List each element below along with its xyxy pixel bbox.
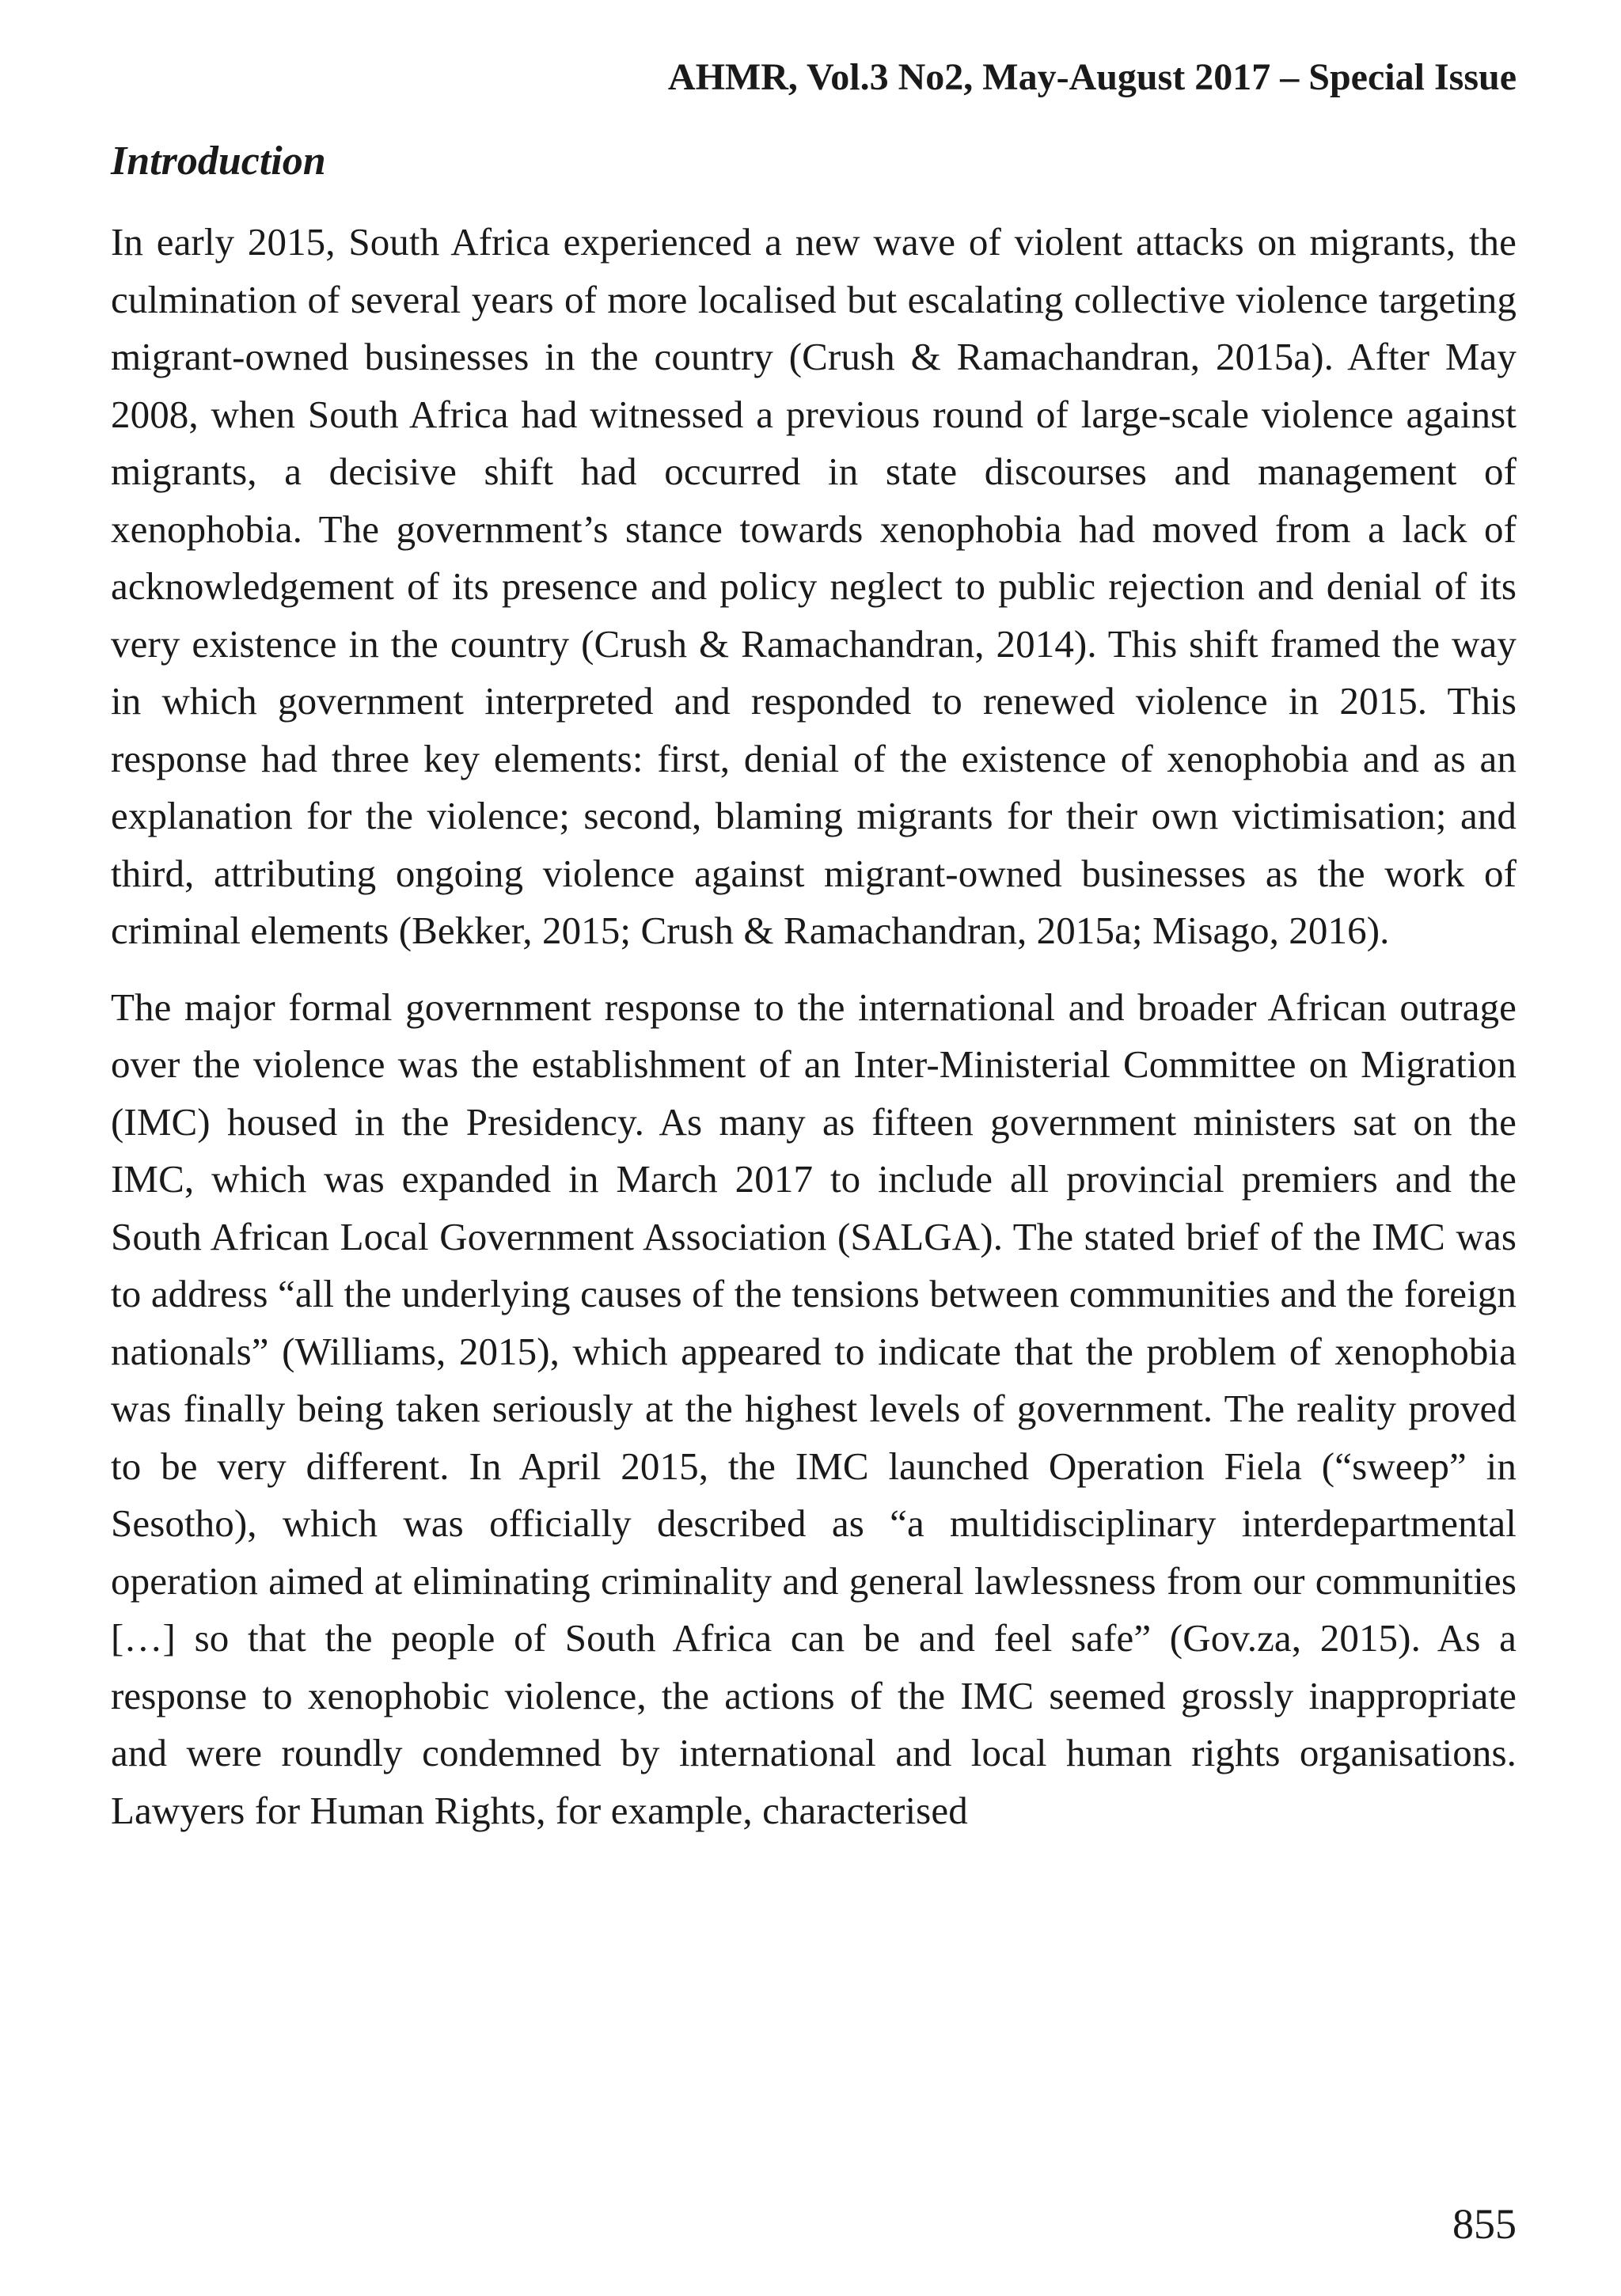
page-number: 855 <box>1452 2200 1517 2248</box>
paragraph-1: In early 2015, South Africa experienced a new wave of violent attacks on migrants, the culmination of several years of more localised but escalating collective violence targeting migrant-owned businesses in the country (Crush & Ramachandran, 2015a). After May 2008, when South Africa had witnessed a previous round of large-scale violence against migrants, a decisive shift had occurred in state discourses and management of xenophobia. The government’s stance towards xenophobia had moved from a lack of acknowledgement of its presence and policy neglect to public rejection and denial of its very existence in the country (Crush & Ramachandran, 2014). This shift framed the way in which government interpreted and responded to renewed violence in 2015. This response had three key elements: first, denial of the existence of xenophobia and as an explanation for the violence; second, blaming migrants for their own victimisation; and third, attributing ongoing violence against migrant-owned businesses as the work of criminal elements (Bekker, 2015; Crush & Ramachandran, 2015a; Misago, 2016). <box>111 220 1517 952</box>
paragraph-2: The major formal government response to the international and broader African outrage over the violence was the establishment of an Inter-Ministerial Committee on Migration (IMC) housed in the Presidency. As many as fifteen government ministers sat on the IMC, which was expanded in March 2017 to include all provincial premiers and the South African Local Government Association (SALGA). The stated brief of the IMC was to address “all the underlying causes of the tensions between communities and the foreign nationals” (Williams, 2015), which appeared to indicate that the problem of xenophobia was finally being taken seriously at the highest levels of government. The reality proved to be very different. In April 2015, the IMC launched Operation Fiela (“sweep” in Sesotho), which was officially described as “a multidisciplinary interdepartmental operation aimed at eliminating criminality and general lawlessness from our communities […] so that the people of South Africa can be and feel safe” (Gov.za, 2015). As a response to xenophobic violence, the actions of the IMC seemed grossly inappropriate and were roundly condemned by international and local human rights organisations. Lawyers for Human Rights, for example, characterised <box>111 985 1517 1832</box>
running-header: AHMR, Vol.3 No2, May-August 2017 – Special Issue <box>667 56 1517 98</box>
document-page <box>111 0 1517 2296</box>
section-heading: Introduction <box>111 139 326 184</box>
body-text <box>111 214 1517 1858</box>
